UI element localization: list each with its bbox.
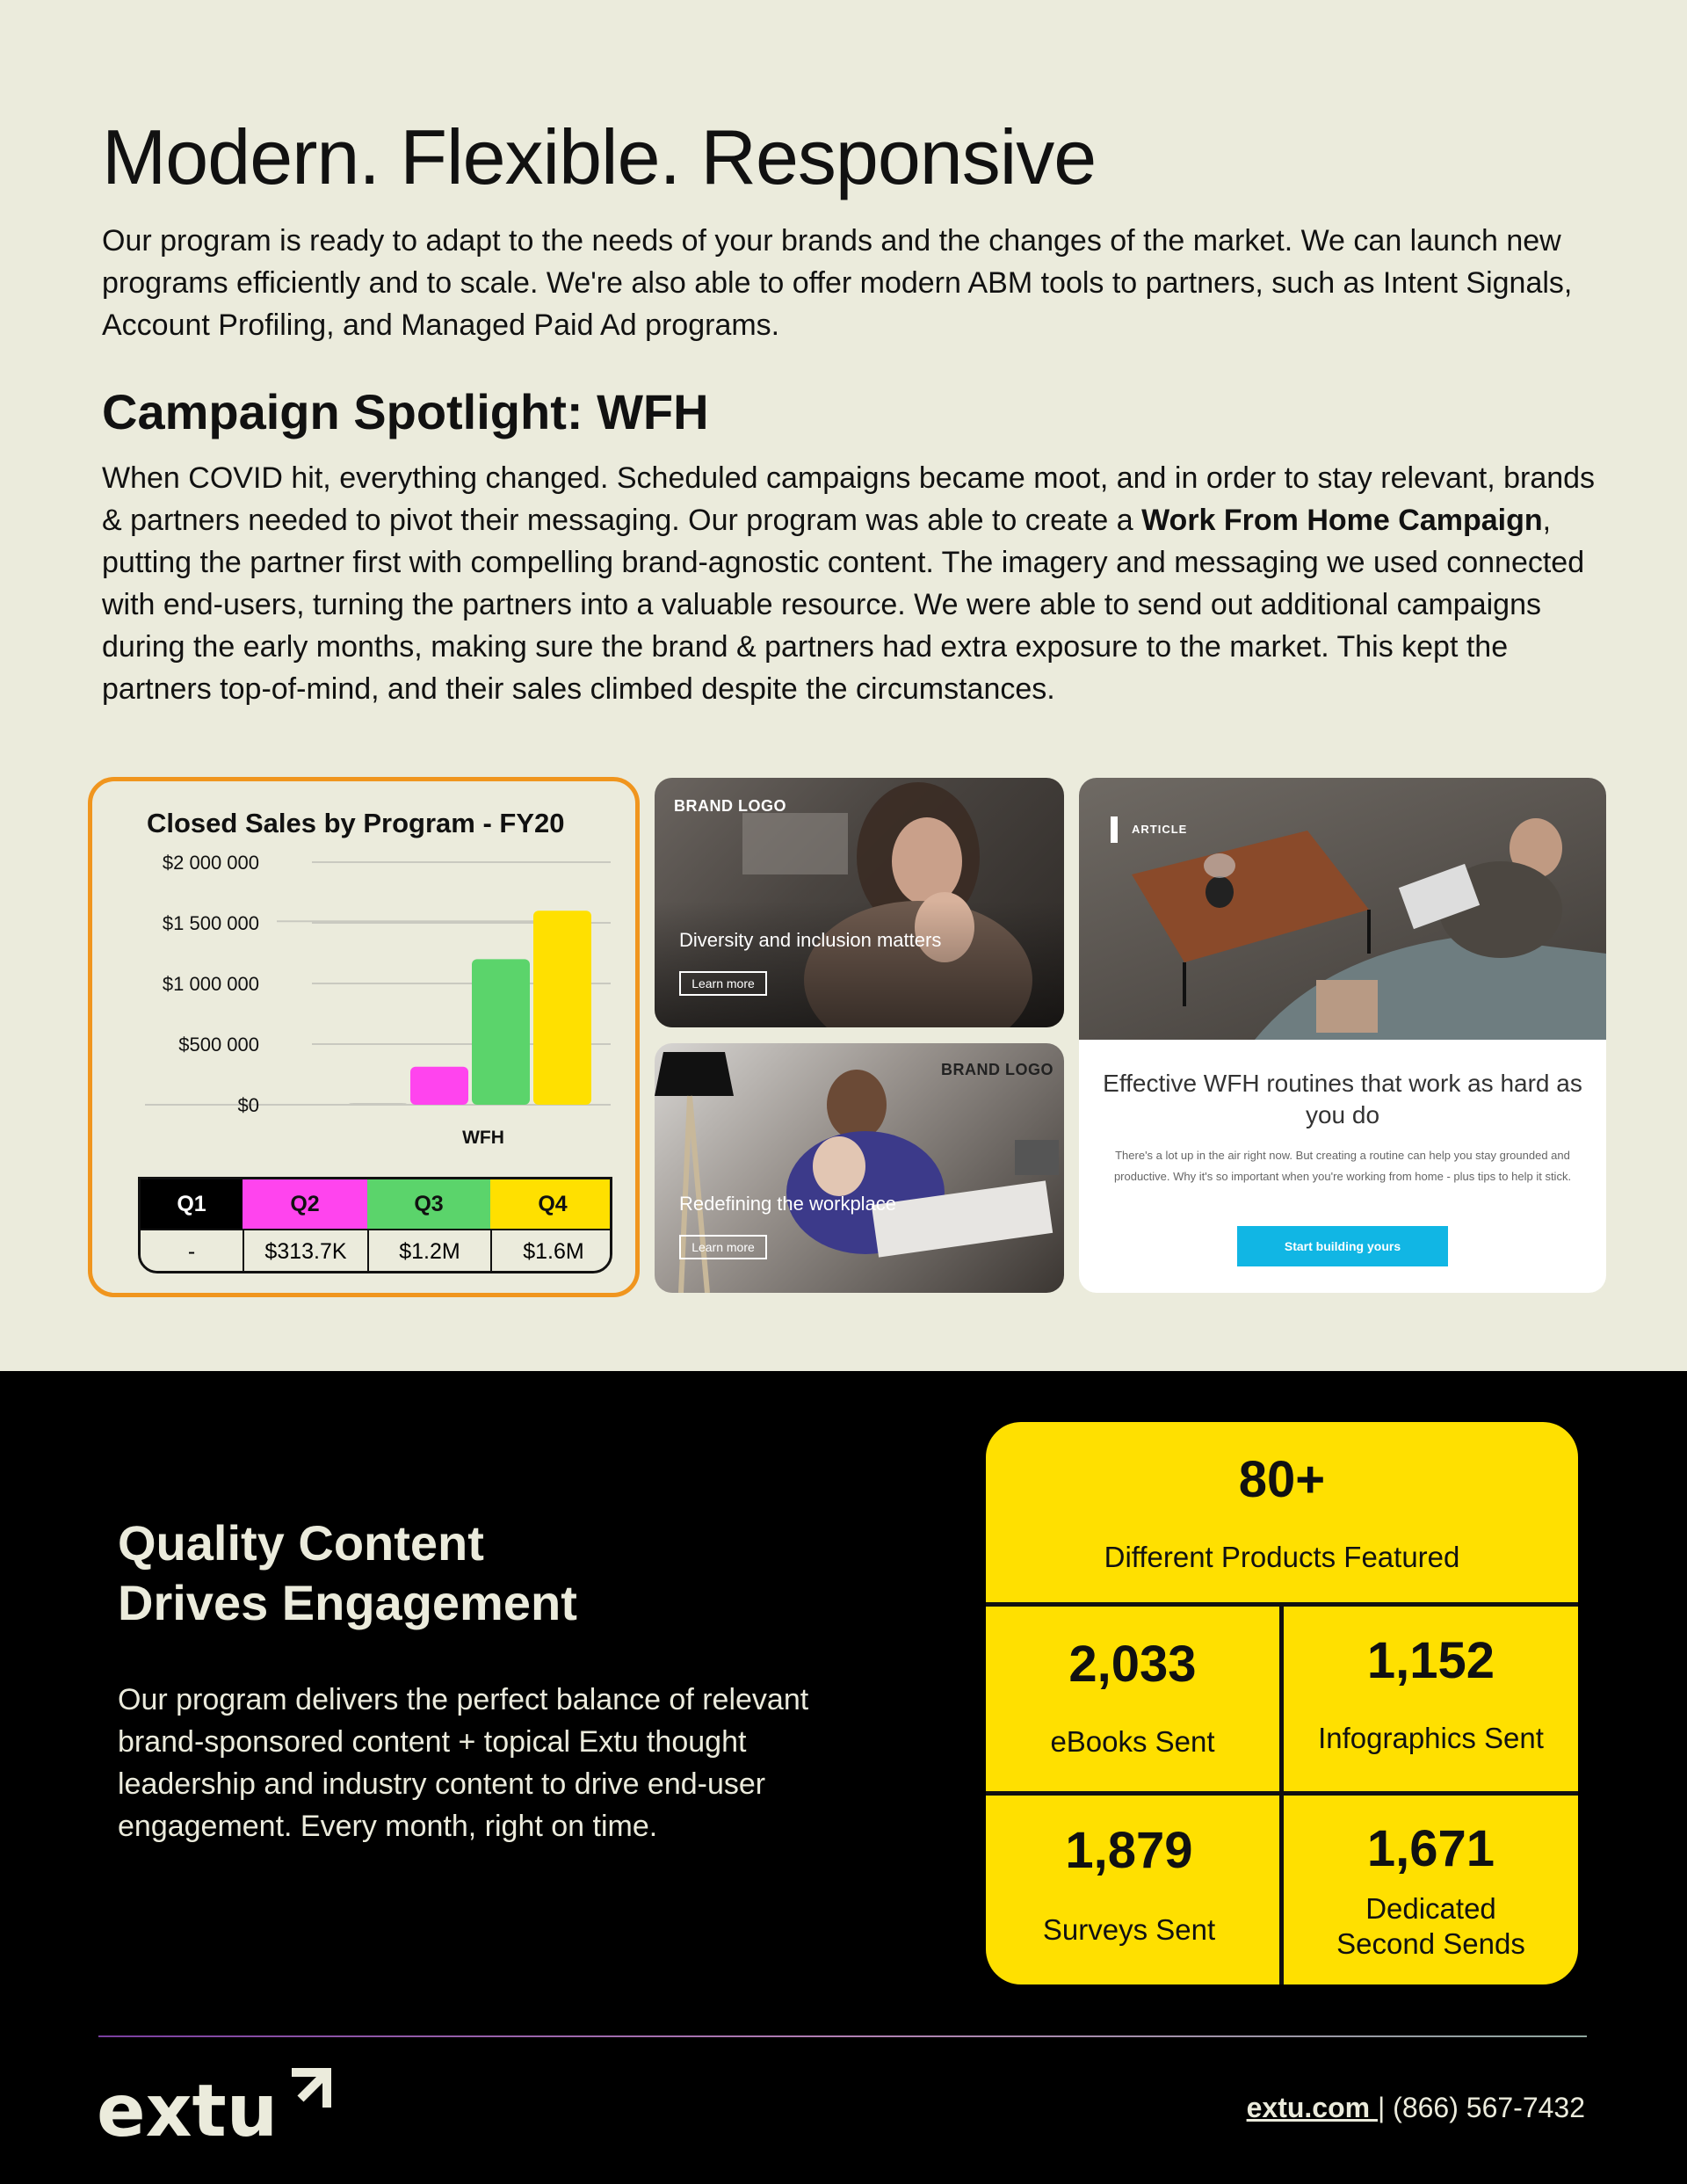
stat-dedicated-label-line2: Second Sends: [1336, 1927, 1525, 1960]
brand-logo-label: BRAND LOGO: [941, 1061, 1053, 1078]
quarter-value-q2: $313.7K: [243, 1229, 367, 1273]
quarter-header-q4: Q4: [490, 1179, 612, 1229]
spotlight-heading: [102, 383, 709, 440]
quality-heading-line2: Drives Engagement: [118, 1575, 577, 1630]
stat-dedicated-value: 1,671: [1366, 1820, 1495, 1877]
sales-chart-card: [88, 777, 640, 1297]
start-building-button[interactable]: Start building yours: [1237, 1226, 1448, 1266]
stat-dedicated-label: [1284, 1891, 1578, 1962]
separator: |: [1377, 2092, 1386, 2123]
intro-paragraph: Our program is ready to adapt to the needs of your brands and the changes of the market. We can launch new programs efficiently and to scale. We're also able to offer modern ABM tools to partners, such as Intent Signals, Account Profiling, and Managed Paid Ad programs.: [102, 224, 1573, 342]
bar-q2: [410, 1067, 468, 1105]
y-tick-label: $1 000 000: [162, 973, 259, 995]
quarter-value-q4: $1.6M: [490, 1229, 612, 1273]
article-card: [1079, 778, 1606, 1293]
y-tick-label: $0: [237, 1094, 259, 1116]
extu-logo: [97, 2065, 334, 2144]
bar-q4: [533, 911, 591, 1105]
stat-dedicated-label-line1: Dedicated: [1365, 1892, 1496, 1925]
article-tag: ARTICLE: [1111, 816, 1187, 843]
page-title: Modern. Flexible. Responsive: [102, 113, 1097, 200]
bar-q1: [349, 1103, 407, 1105]
stat-ebooks-value: 2,033: [1068, 1636, 1197, 1693]
quarter-header-q3: Q3: [367, 1179, 490, 1229]
website-link[interactable]: extu.com: [1246, 2092, 1378, 2123]
y-tick-label: $1 500 000: [162, 912, 259, 934]
logo-text: extu: [97, 2070, 279, 2144]
stats-panel: [986, 1422, 1578, 1984]
promo-card-diversity[interactable]: [655, 778, 1064, 1027]
phone-number: (866) 567-7432: [1385, 2092, 1585, 2123]
spotlight-bold: Work From Home Campaign: [1141, 504, 1543, 537]
spotlight-name: WFH: [597, 384, 709, 439]
chart-title: Closed Sales by Program - FY20: [147, 808, 565, 838]
y-tick-label: $500 000: [178, 1034, 259, 1056]
grid-divider: [986, 1791, 1578, 1796]
y-tick-label: $2 000 000: [162, 852, 259, 874]
quality-heading-line1: Quality Content: [118, 1515, 484, 1571]
quarter-value-q3: $1.2M: [367, 1229, 490, 1273]
card-caption: Redefining the workplace: [679, 1193, 897, 1215]
quarter-table: [138, 1177, 612, 1273]
footer-contact: [1247, 2092, 1585, 2124]
learn-more-button[interactable]: Learn more: [679, 971, 767, 996]
stat-label: Different Products Featured: [1104, 1541, 1460, 1573]
promo-card-workplace[interactable]: [655, 1043, 1064, 1293]
quality-heading: [118, 1513, 577, 1633]
stat-value: 80+: [1238, 1451, 1326, 1508]
brand-logo-label: BRAND LOGO: [674, 797, 786, 815]
article-text: There's a lot up in the air right now. But creating a routine can help you stay grounded and productive. Why it's so important when you're working from home - plus tips to help it stick.: [1113, 1149, 1572, 1183]
spotlight-paragraph: [102, 457, 1613, 710]
stat-infographics-label: Infographics Sent: [1318, 1722, 1544, 1754]
article-photo: [1079, 778, 1606, 1040]
card-caption: Diversity and inclusion matters: [679, 929, 942, 951]
x-axis-label: WFH: [462, 1128, 504, 1148]
stat-surveys-value: 1,879: [1065, 1822, 1193, 1879]
spotlight-text-2: , putting the partner first with compelling brand-agnostic content. The imagery and messaging we used connected with end-users, turning the partners into a valuable resource. We were able to send out additional campaigns during the early months, making sure the brand & partners had extra exposure to the market. This kept the partners top-of-mind, and their sales climbed despite the circumstances.: [102, 504, 1585, 706]
stat-surveys-label: Surveys Sent: [1042, 1913, 1216, 1946]
learn-more-button[interactable]: Learn more: [679, 1235, 767, 1259]
stat-products: [986, 1422, 1578, 1607]
spotlight-label: Campaign Spotlight:: [102, 384, 583, 439]
article-title: Effective WFH routines that work as hard as you do: [1103, 1070, 1582, 1128]
quarter-value-q1: -: [141, 1229, 243, 1273]
bar-chart: [92, 852, 637, 1177]
quarter-header-q2: Q2: [243, 1179, 367, 1229]
stat-infographics-value: 1,152: [1366, 1632, 1495, 1689]
stat-ebooks-label: eBooks Sent: [1050, 1725, 1215, 1758]
quality-paragraph: Our program delivers the perfect balance of relevant brand-sponsored content + topical Extu thought leadership and industry content to drive end-user engagement. Every month, right on time.: [118, 1683, 809, 1843]
footer-divider: [98, 2035, 1587, 2037]
bar-q3: [472, 959, 530, 1105]
spotlight-text-1: When COVID hit, everything changed. Scheduled campaigns became moot, and in order to stay relevant, brands & partners needed to pivot their messaging. Our program was able to create a: [102, 461, 1596, 537]
quarter-header-q1: Q1: [141, 1179, 243, 1229]
